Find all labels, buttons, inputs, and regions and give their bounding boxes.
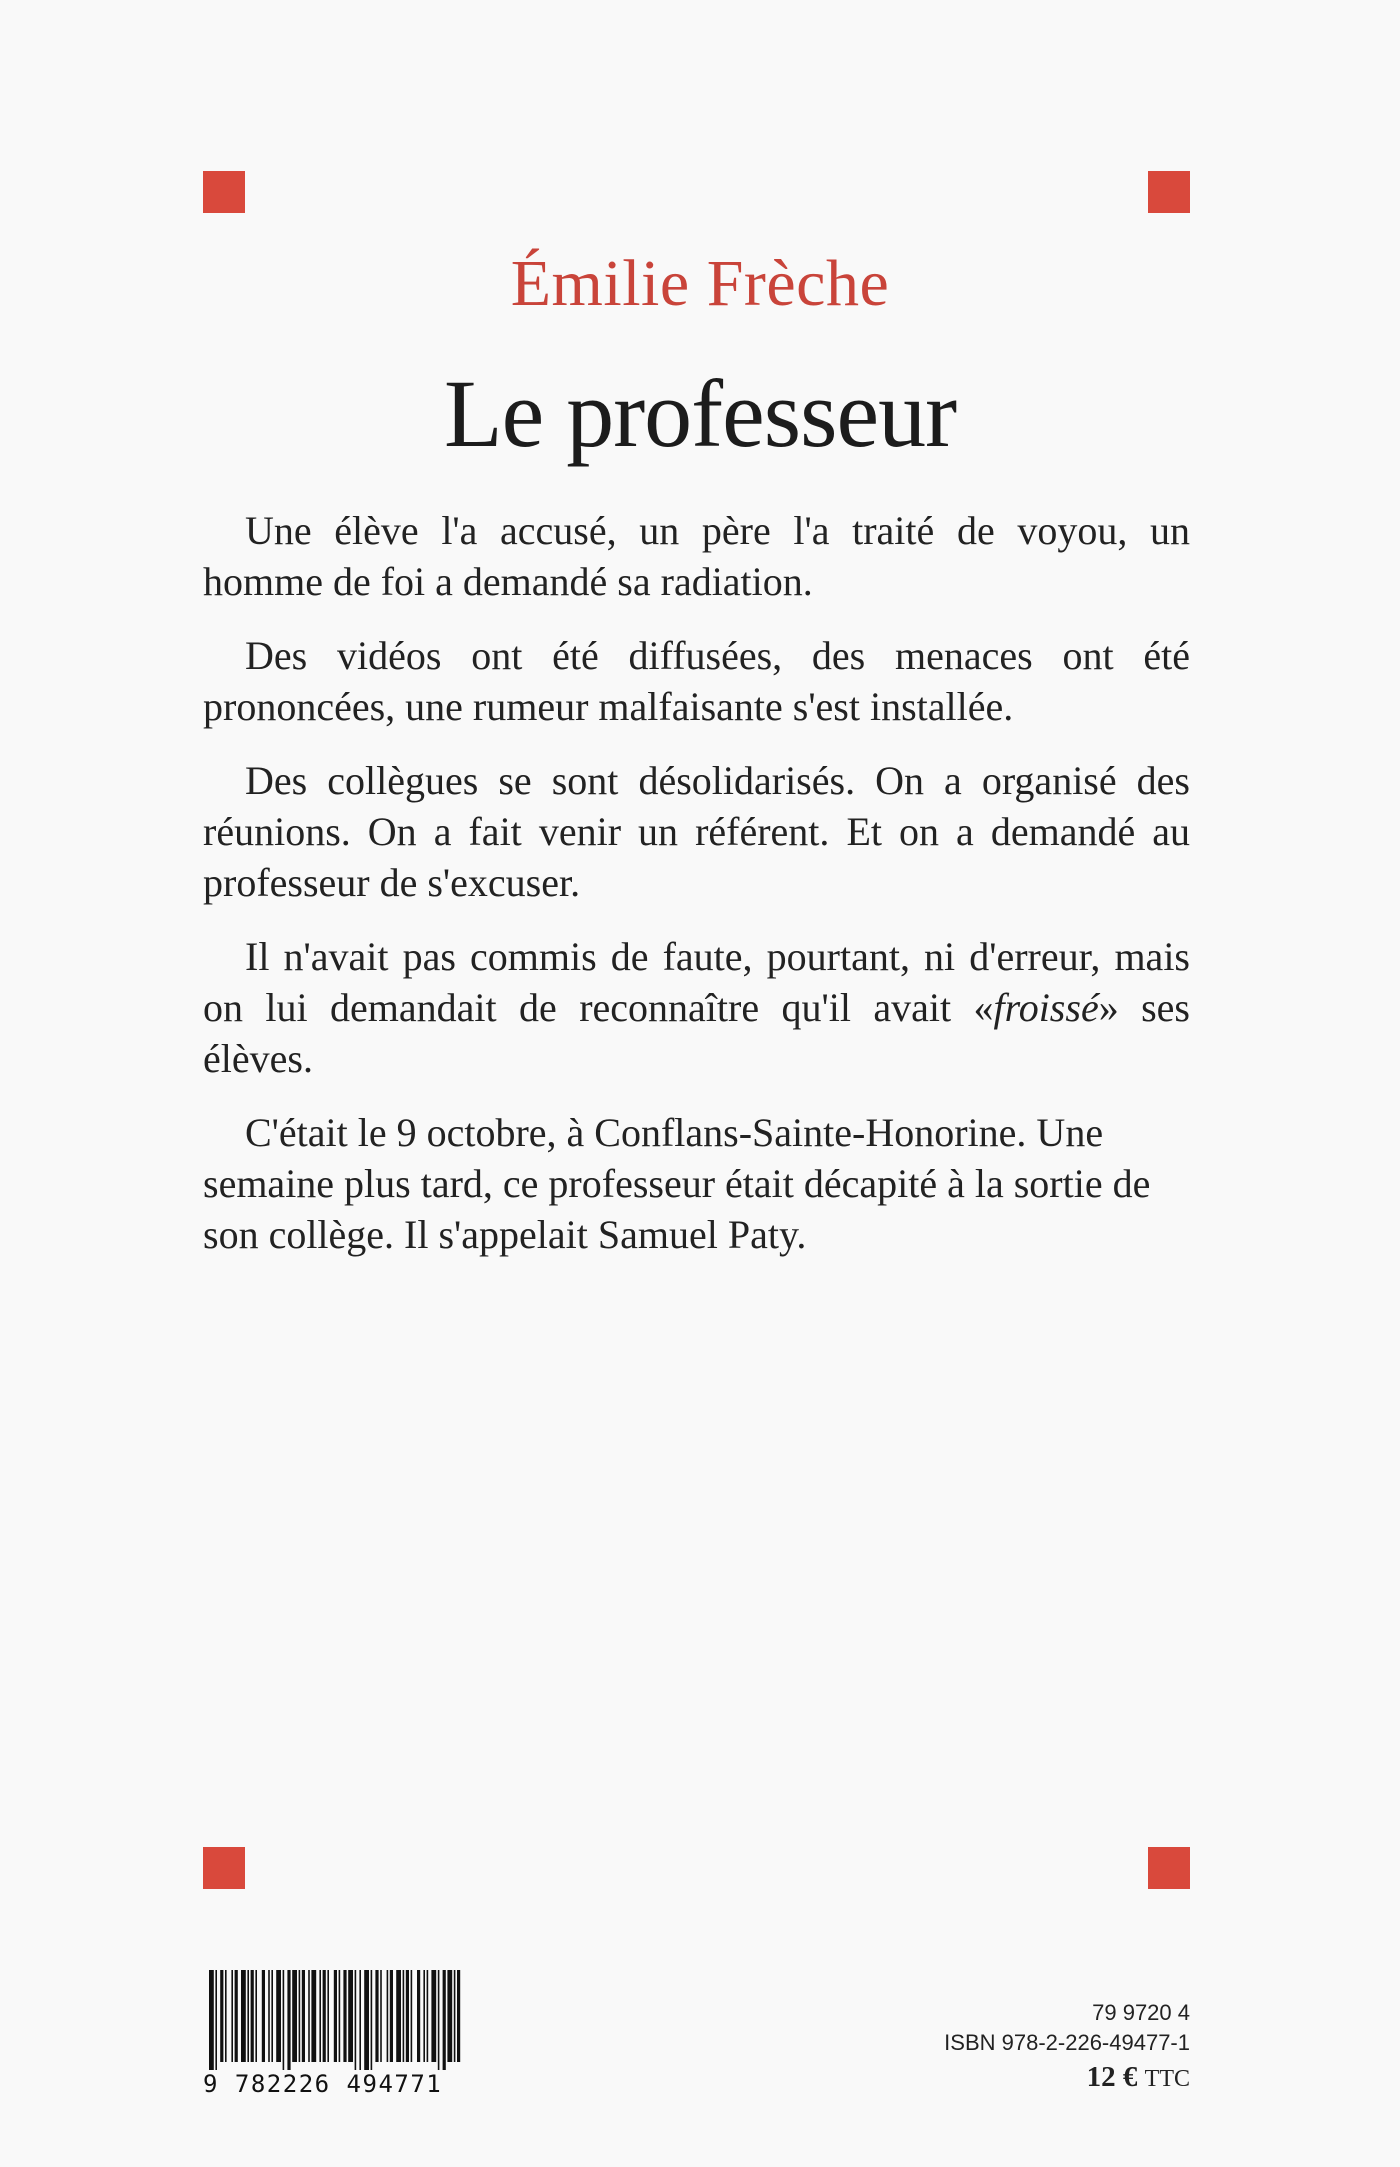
- barcode-bar: [215, 1970, 217, 2070]
- barcode-bar: [276, 1970, 281, 2062]
- barcode-bar: [427, 1970, 429, 2062]
- barcode-bar: [209, 1970, 214, 2070]
- quoted-word: froissé: [993, 985, 1099, 1030]
- corner-square-bottom-right: [1148, 1847, 1190, 1889]
- barcode-bar: [454, 1970, 456, 2062]
- isbn: ISBN 978-2-226-49477-1: [944, 2030, 1190, 2055]
- barcode-bar: [220, 1970, 223, 2062]
- barcode-bar: [417, 1970, 420, 2062]
- blurb-paragraph-1: Une élève l'a accusé, un père l'a traité de voyou, un homme de foi a demandé sa radiation.: [203, 508, 1190, 604]
- barcode-bar: [251, 1970, 254, 2062]
- barcode-bars: [203, 1970, 469, 2070]
- barcode-bar: [375, 1970, 378, 2062]
- blurb-p4-after: ses élèves.: [203, 985, 1190, 1081]
- quote-close: »: [1098, 985, 1119, 1030]
- corner-square-top-right: [1148, 171, 1190, 213]
- blurb-paragraph-3: Des collègues se sont désolidarisés. On a organisé des réunions. On a fait venir un référent. Et on a demandé au professeur de s'excuser.: [203, 758, 1190, 905]
- blurb-paragraph-2: Des vidéos ont été diffusées, des menaces ont été prononcées, une rumeur malfaisante s'est installée.: [203, 633, 1190, 729]
- barcode-bar: [447, 1970, 452, 2062]
- barcode-bar: [431, 1970, 436, 2062]
- book-info: [860, 1998, 1190, 2098]
- price-suffix: TTC: [1144, 2066, 1190, 2092]
- barcode-bar: [287, 1970, 290, 2070]
- barcode: [203, 1970, 469, 2098]
- barcode-bar: [299, 1970, 301, 2062]
- corner-square-top-left: [203, 171, 245, 213]
- barcode-bar: [390, 1970, 393, 2062]
- barcode-bar: [241, 1970, 246, 2062]
- barcode-bar: [334, 1970, 337, 2062]
- barcode-bar: [343, 1970, 346, 2062]
- barcode-bar: [268, 1970, 270, 2062]
- barcode-bar: [359, 1970, 361, 2070]
- barcode-bar: [283, 1970, 285, 2070]
- barcode-bar: [231, 1970, 233, 2062]
- barcode-bar: [348, 1970, 353, 2062]
- book-title: Le professeur: [443, 360, 957, 467]
- blurb-text: [203, 505, 1190, 1283]
- barcode-bar: [443, 1970, 446, 2070]
- barcode-bar: [423, 1970, 425, 2062]
- corner-square-bottom-left: [203, 1847, 245, 1889]
- barcode-bar: [235, 1970, 238, 2062]
- barcode-bar: [308, 1970, 310, 2062]
- barcode-bar: [396, 1970, 401, 2062]
- blurb-paragraph-5: C'était le 9 octobre, à Conflans-Sainte-Honorine. Une semaine plus tard, ce professeur était décapité à la sortie de son collège. Il s'appelait Samuel Paty.: [203, 1110, 1151, 1257]
- barcode-bar: [364, 1970, 369, 2070]
- barcode-bar: [323, 1970, 326, 2062]
- barcode-bar: [311, 1970, 316, 2062]
- barcode-bar: [225, 1970, 227, 2062]
- barcode-bar: [380, 1970, 382, 2062]
- barcode-bar: [247, 1970, 249, 2062]
- blurb-paragraph-4: [203, 931, 1190, 1084]
- barcode-bar: [255, 1970, 257, 2062]
- author-name: Émilie Frèche: [510, 247, 890, 320]
- barcode-bar: [411, 1970, 413, 2062]
- barcode-bar: [262, 1970, 265, 2062]
- barcode-bar: [355, 1970, 357, 2070]
- barcode-bar: [339, 1970, 341, 2062]
- barcode-bar: [319, 1970, 321, 2062]
- barcode-bar: [302, 1970, 305, 2062]
- barcode-bar: [371, 1970, 373, 2070]
- barcode-bar: [387, 1970, 389, 2062]
- barcode-bar: [327, 1970, 329, 2062]
- barcode-bar: [406, 1970, 409, 2062]
- barcode-digits: 9 782226 494771: [203, 2070, 443, 2098]
- barcode-bar: [438, 1970, 440, 2070]
- barcode-bar: [271, 1970, 273, 2062]
- blurb-p4-before: Il n'avait pas commis de faute, pourtant, ni d'erreur, mais on lui demandait de reconnaître qu'il avait: [203, 934, 1190, 1030]
- product-code: 79 9720 4: [1092, 2000, 1190, 2025]
- barcode-bar: [403, 1970, 405, 2062]
- barcode-bar: [292, 1970, 297, 2062]
- price-value: 12 €: [1086, 2061, 1138, 2093]
- quote-open: «: [973, 985, 994, 1030]
- price: [860, 2058, 1190, 2098]
- barcode-bar: [457, 1970, 460, 2062]
